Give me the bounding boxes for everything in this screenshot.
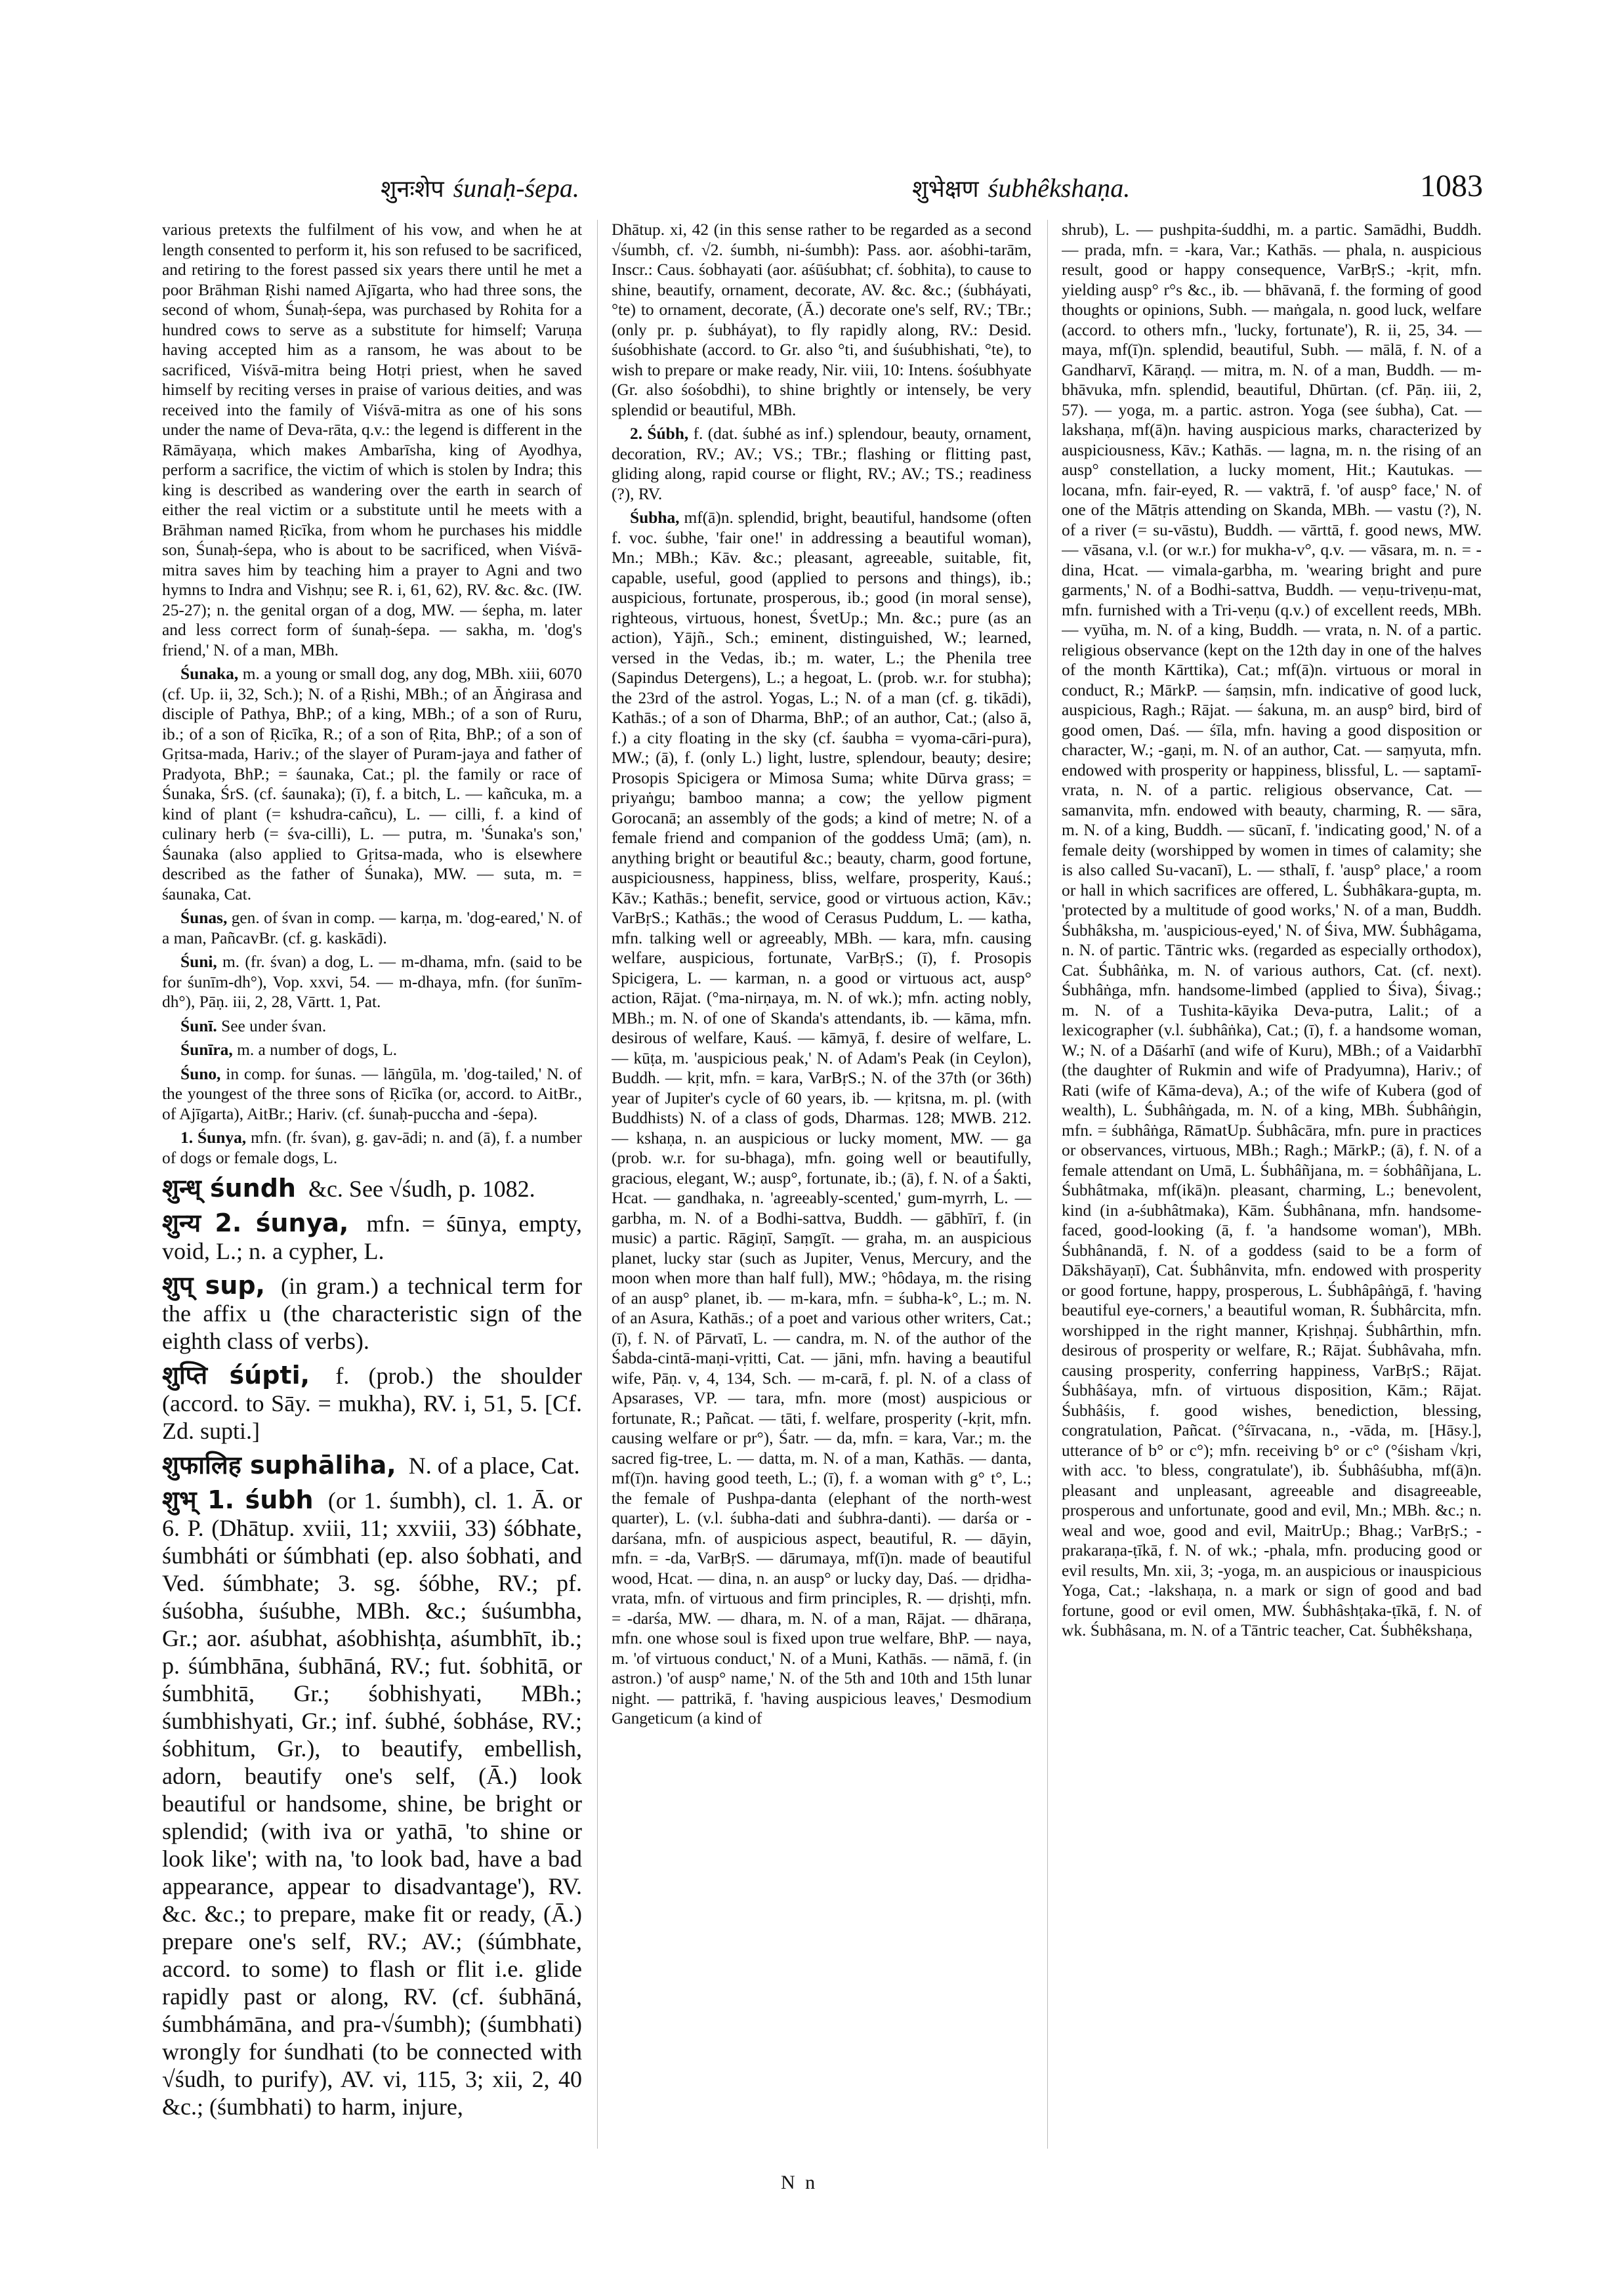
dictionary-entry [162, 1209, 582, 1265]
entry-text: mfn. (fr. śvan), g. gav-ādi; n. and (ā), f. a number of dogs or female dogs, L. [162, 1128, 582, 1167]
entry-text: gen. of śvan in comp. — karṇa, m. 'dog-eared,' N. of a man, PañcavBr. (cf. g. kaskādi). [162, 909, 582, 947]
dictionary-entry [162, 1040, 582, 1060]
entry-text: f. (dat. śubhé as inf.) splendour, beauty, ornament, decoration, RV.; AV.; VS.; TBr.; flashing or flitting past, gliding along, rapid course or flight, RV.; AV.; TS.; readiness (?), RV. [612, 424, 1031, 503]
entry-text: m. a young or small dog, any dog, MBh. xiii, 6070 (cf. Up. ii, 32, Sch.); N. of a Ṛishi, MBh.; of an Āṅgirasa and disciple of Pathya, BhP.; of a king, MBh.; of a son of Ruru, ib.; of a son of Ṛicīka, R.; of a son of Ṛita, BhP.; of a son of Gṛitsa-mada, Hariv.; of the slayer of Puram-jaya and father of Pradyota, BhP.; = śaunaka, Cat.; pl. the family or race of Śunaka, ŚrS. (cf. śaunaka); (ī), f. a bitch, L. — kañcuka, m. a kind of plant (= kshudra-cañcu), L. — cilli, f. a kind of culinary herb (= śva-cilli), L. — putra, m. 'Śunaka's son,' Śaunaka (also applied to Gṛitsa-mada, who is elsewhere described as the father of Śunaka), MW. — suta, m. = śaunaka, Cat. [162, 665, 582, 903]
dictionary-entry [162, 1016, 582, 1037]
entry-text: in comp. for śunas. — lāṅgūla, m. 'dog-tailed,' N. of the youngest of the three sons of Ṛicīka (or, accord. to AitBr., of Ajīgarta), AitBr.; Hariv. (cf. śunaḥ-puccha and -śepa). [162, 1064, 582, 1123]
column-3 [1062, 220, 1482, 2155]
entry-headword: शुफालिह suphāliha, [162, 1451, 396, 1479]
dictionary-entry [1062, 220, 1482, 1641]
entry-headword: 2. Śúbh, [630, 424, 689, 443]
entry-text: (in gram.) a technical term for the affix u (the characteristic sign of the eighth class of verbs). [162, 1273, 582, 1354]
dictionary-entry [162, 220, 582, 660]
dictionary-entry [162, 1272, 582, 1355]
entry-text: &c. See √śudh, p. 1082. [308, 1176, 535, 1202]
right-guide-word [912, 172, 1130, 204]
signature-mark: N n [781, 2172, 818, 2193]
column-2 [612, 220, 1031, 2155]
entry-headword: शुन्य 2. śunya, [162, 1209, 349, 1237]
dictionary-entry [162, 664, 582, 904]
left-guide-devanagari: शुनःशेप [381, 176, 444, 203]
page-number: 1083 [1420, 169, 1483, 203]
entry-headword: Śubha, [630, 508, 680, 527]
entry-headword: Śuno, [180, 1064, 221, 1083]
dictionary-entry [162, 1174, 582, 1203]
dictionary-entry [162, 1486, 582, 2120]
column-divider [1047, 220, 1048, 2149]
left-guide-word [381, 172, 579, 204]
entry-headword: Śunaka, [180, 665, 239, 683]
dictionary-entry [612, 508, 1031, 1729]
entry-headword: शुभ् 1. śubh [162, 1485, 314, 1514]
entry-text: various pretexts the fulfilment of his vow, and when he at length consented to perform it, his son refused to be sacrificed, and retiring to the forest passed six years there until he met a poor Brāhman Ṛishi named Ajīgarta, who had three sons, the second of whom, Śunaḥ-śepa, was purchased by Rohita for a hundred cows to serve as a substitute for himself; Varuṇa having accepted him as a ransom, he was about to be sacrificed, Viśvā-mitra being Hotṛi priest, when he saved himself by reciting verses in praise of various deities, and was received into the family of Viśvā-mitra as one of his sons under the name of Deva-rāta, q.v.: the legend is different in the Rāmāyaṇa, which makes Ambarīsha, king of Ayodhya, perform a sacrifice, the victim of which is stolen by Indra; this king is described as wandering over the earth in search of either the real victim or a substitute until he meets with a Brāhman named Ṛicīka, from whom he purchases his middle son, Śunaḥ-śepa, who is about to be sacrificed, when Viśvā-mitra saves him by teaching him a prayer to Agni and two hymns to Indra and Vishṇu; see R. i, 61, 62), RV. &c. &c. (IW. 25-27); n. the genital organ of a dog, MW. — śepha, m. later and less correct form of śunaḥ-śepa. — sakha, m. 'dog's friend,' N. of a man, MBh. [162, 220, 582, 659]
entry-text: mf(ā)n. splendid, bright, beautiful, handsome (often f. voc. śubhe, 'fair one!' in addressing a beautiful woman), Mn.; MBh.; Kāv. &c.; pleasant, agreeable, suitable, fit, capable, useful, good (applied to persons and things), ib.; auspicious, fortunate, prosperous, ib.; good (in moral sense), righteous, virtuous, honest, ŚvetUp.; Mn. &c.; pure (as an action), Yājñ., Sch.; eminent, distinguished, W.; learned, versed in the Vedas, ib.; m. water, L.; the Phenila tree (Sapindus Detergens), L.; a hegoat, L. (prob. w.r. for stubha); the 23rd of the astrol. Yogas, L.; N. of a man (cf. g. tikādi), Kathās.; of a son of Dharma, BhP.; of an author, Cat.; (also ā, f.) a city floating in the sky (cf. śaubha = vyoma-cāri-pura), MW.; (ā), f. (only L.) light, lustre, splendour, beauty; desire; Prosopis Spicigera or Mimosa Suma; white Dūrva grass; = priyaṅgu; bamboo manna; a cow; the yellow pigment Gorocanā; an assembly of the gods; a kind of metre; N. of a female friend and companion of the goddess Umā; (am), n. anything bright or beautiful &c.; beauty, charm, good fortune, auspiciousness, happiness, bliss, welfare, prosperity, Kauś.; Kāv.; Kathās.; benefit, service, good or virtuous action, Kāv.; VarBṛS.; Kathās.; the wood of Cerasus Puddum, L. — katha, mfn. talking well or agreeably, MBh. — kara, mfn. causing welfare, auspicious, fortunate, VarBṛS.; (ī), f. Prosopis Spicigera, L. — karman, n. a good or virtuous act, ausp° action, Rājat. (°ma-nirṇaya, m. N. of wk.); mfn. acting nobly, MBh.; m. N. of one of Skanda's attendants, ib. — kāma, mfn. desirous of welfare, Kauś. — kāmyā, f. desire of welfare, L. — kūṭa, m. 'auspicious peak,' N. of Adam's Peak (in Ceylon), Buddh. — kṛit, mfn. = kara, VarBṛS.; N. of the 37th (or 36th) year of Jupiter's cycle of 60 years, ib. — kṛitsna, m. pl. (with Buddhists) N. of a class of gods, Dharmas. 128; MWB. 212. — kshaṇa, n. an auspicious or lucky moment, MW. — ga (prob. w.r. for su-bhaga), mfn. going well or beautifully, gracious, elegant, W.; ausp°, fortunate, ib.; (ā), f. N. of a Śakti, Hcat. — gandhaka, n. 'agreeably-scented,' gum-myrrh, L. — garbha, m. N. of a Bodhi-sattva, Buddh. — gābhīrī, f. (in music) a partic. Rāgiṇī, Saṃgīt. — graha, m. an auspicious planet, lucky star (such as Jupiter, Venus, Mercury, and the moon when more than half full), MW.; °hôdaya, m. the rising of an ausp° planet, ib. — m-kara, mfn. = śubha-k°, L.; m. N. of an Asura, Kathās.; of a poet and various other writers, Cat.; (ī), f. N. of Pārvatī, L. — candra, m. N. of the author of the Śabda-cintā-maṇi-vṛitti, Cat. — jāni, mfn. having a beautiful wife, Pāṇ. v, 4, 134, Sch. — m-carā, f. pl. N. of a class of Apsarases, VP. — tara, mfn. more (most) auspicious or fortunate, R.; Pañcat. — tāti, f. welfare, prosperity (-kṛit, mfn. causing welfare or pr°), Śatr. — da, mfn. = kara, Var.; m. the sacred fig-tree, L. — datta, m. N. of a man, Kathās. — danta, mf(ī)n. having good teeth, L.; (ī), f. a woman with g° t°, L.; the female of Pushpa-danta (elephant of the north-west quarter), L. (v.l. śubha-dati and śubhra-danti). — darśa or -darśana, mfn. of auspicious aspect, beautiful, R. — dāyin, mfn. = -da, VarBṛS. — dārumaya, mf(ī)n. made of beautiful wood, Hcat. — dina, n. an ausp° or lucky day, Daś. — dṛidha-vrata, mfn. of virtuous and firm principles, R. — dṛishṭi, mfn. = -darśa, MW. — dhara, m. N. of a man, Rājat. — dhāraṇa, mfn. one whose soul is fixed upon true welfare, BhP. — naya, m. 'of virtuous conduct,' N. of a Muni, Kathās. — nāmā, f. (in astron.) 'of ausp° name,' N. of the 5th and 10th and 15th lunar night. — pattrikā, f. 'having auspicious leaves,' Desmodium Gangeticum (a kind of [612, 508, 1031, 1727]
entry-text: mfn. = śūnya, empty, void, L.; n. a cypher, L. [162, 1210, 582, 1264]
entry-text: f. (prob.) the shoulder (accord. to Sāy. = mukha), RV. i, 51, 5. [Cf. Zd. supti.] [162, 1363, 582, 1444]
left-guide-roman: śunaḥ-śepa. [453, 173, 579, 203]
right-guide-devanagari: शुभेक्षण [912, 176, 979, 203]
entry-headword: शुप्ति śúpti, [162, 1361, 310, 1390]
entry-headword: Śunīra, [180, 1041, 233, 1059]
entry-text: Dhātup. xi, 42 (in this sense rather to be regarded as a second √śumbh, cf. √2. śumbh, ni-śumbh): Pass. aor. aśobhi-tarām, Inscr.: Caus. śobhayati (aor. aśūśubhat; cf. śobhita), to cause to shine, beautify, ornament, decorate, AV. &c. &c.; (śubháyati, °te) to ornament, decorate, (Ā.) decorate one's self, RV.; TBr.; (only pr. p. śubháyat), to fly rapidly along, RV.: Desid. śuśobhishate (accord. to Gr. also °ti, and śuśubhishati, °te), to wish to prepare or make ready, Nir. viii, 10: Intens. śośubhyate (Gr. also śośobdhi), to shine brightly or intensely, be very splendid or beautiful, MBh. [612, 220, 1031, 419]
dictionary-entry [162, 1361, 582, 1445]
dictionary-entry [162, 1064, 582, 1125]
dictionary-entry [612, 220, 1031, 420]
column-1 [162, 220, 582, 2155]
dictionary-entry [162, 1451, 582, 1479]
entry-headword: शुप् sup, [162, 1271, 265, 1300]
entry-text: shrub), L. — pushpita-śuddhi, m. a partic. Samādhi, Buddh. — prada, mfn. = -kara, Var.; Kathās. — phala, n. auspicious result, good or happy consequence, VarBṛS.; -kṛit, mfn. yielding ausp° r°s &c., ib. — bhāvanā, f. the forming of good thoughts or opinions, Subh. — maṅgala, n. good luck, welfare (accord. to others mfn., 'lucky, fortunate'), R. ii, 25, 34. — maya, mf(ī)n. splendid, beautiful, Subh. — mālā, f. N. of a Gandharvī, Kāraṇḍ. — mitra, m. N. of a man, Buddh. — m-bhāvuka, mfn. splendid, beautiful, Dhūrtan. (cf. Pāṇ. iii, 2, 57). — yoga, m. a partic. astron. Yoga (see śubha), Cat. — lakshaṇa, mf(ā)n. having auspicious marks, characterized by auspiciousness, Kāv.; Kathās. — lagna, m. n. the rising of an ausp° constellation, a lucky moment, Hit.; Kautukas. — locana, mfn. fair-eyed, R. — vaktrā, f. 'of ausp° face,' N. of one of the Mātṛis attending on Skanda, MBh. — vastu (?), N. of a river (= su-vāstu), Buddh. — vārttā, f. good news, MW. — vāsana, v.l. (or w.r.) for mukha-v°, q.v. — vāsara, m. n. = -dina, Hcat. — vimala-garbha, m. 'wearing bright and pure garments,' N. of a Bodhi-sattva, Buddh. — veṇu-triveṇu-mat, mfn. furnished with a Tri-veṇu (q.v.) of excellent reeds, MBh. — vyūha, m. N. of a king, Buddh. — vrata, n. N. of a partic. religious observance (kept on the 12th day in one of the halves of the month Kārttika), Cat.; mf(ā)n. virtuous or moral in conduct, R.; MārkP. — śaṃsin, mfn. indicative of good luck, auspicious, Ragh.; Rājat. — śakuna, m. an ausp° bird, bird of good omen, Daś. — śīla, mfn. having a good disposition or character, W.; -gaṇi, m. N. of an author, Cat. — saṃyuta, mfn. endowed with prosperity or happiness, blissful, L. — saptamī-vrata, n. N. of a partic. religious observance, Cat. — samanvita, mfn. endowed with beauty, charming, R. — sāra, m. N. of a king, Buddh. — sūcanī, f. 'indicating good,' N. of a female deity (worshipped by women in times of calamity; she is also called Su-vacanī), L. — sthalī, f. 'ausp° place,' a room or hall in which sacrifices are offered, L. Śubhâkara-gupta, m. 'protected by a multitude of good works,' N. of a man, Buddh. Śubhâksha, m. 'auspicious-eyed,' N. of Śiva, MW. Śubhâgama, n. N. of partic. Tāntric wks. (regarded as especially orthodox), Cat. Śubhâṅka, m. N. of various authors, Cat. (cf. next). Śubhâṅga, mfn. handsome-limbed (applied to Śiva), Śivag.; m. N. of a Tushita-kāyika Deva-putra, Lalit.; of a lexicographer (v.l. śubhâṅka), Cat.; (ī), f. a handsome woman, W.; N. of a Dāśarhī (and wife of Kuru), MBh.; of a Vaidarbhī (the daughter of Rukmin and wife of Pradyumna), Hariv.; of Rati (wife of Kāma-deva), A.; of the wife of Kubera (god of wealth), L. Śubhâṅgada, m. N. of a king, MBh. Śubhâṅgin, mfn. = śubhâṅga, RāmatUp. Śubhâcāra, mfn. pure in practices or observances, virtuous, MBh.; Ragh.; MārkP.; (ā), f. N. of a female attendant on Umā, L. Śubhâñjana, m. = śobhâñjana, L. Śubhâtmaka, mf(ikā)n. pleasant, charming, L.; benevolent, kind (in a-śubhâtmaka), Kām. Śubhânana, mfn. handsome-faced, good-looking (ā, f. 'a handsome woman'), MBh. Śubhânandā, f. N. of a goddess (said to be a form of Dākshāyaṇī), Cat. Śubhânvita, mfn. endowed with prosperity or good fortune, happy, prosperous, L. Śubhâpâṅgā, f. 'having beautiful eye-corners,' a beautiful woman, R. Śubhârcita, mfn. worshipped in the right manner, Kṛishṇaj. Śubhârthin, mfn. desirous of prosperity or welfare, R.; Rājat. Śubhâvaha, mfn. causing prosperity, conferring happiness, VarBṛS.; Rājat. Śubhâśaya, mfn. of virtuous disposition, Kām.; Rājat. Śubhâśis, f. good wishes, benediction, blessing, congratulation, Pañcat. (°śīrvacana, n., -vāda, m. [Hāsy.], utterance of b° or c°); mfn. receiving b° or c° (°śisham √kṛi, with acc. 'to bless, congratulate'), ib. Śubhâśubha, mf(ā)n. pleasant and unpleasant, agreeable and disagreeable, prosperous and unfortunate, good and evil, Mn.; MBh. &c.; n. weal and woe, good and evil, MaitrUp.; Bhag.; VarBṛS.; -prakaraṇa-ṭīkā, f. N. of wk.; -phala, mfn. producing good or evil results, Mn. xii, 3; -yoga, m. an auspicious or inauspicious Yoga, Cat.; -lakshaṇa, n. a mark or sign of good and bad fortune, good or evil omen, MW. Śubhâshṭaka-ṭīkā, f. N. of wk. Śubhâsana, m. N. of a Tāntric teacher, Cat. Śubhêkshaṇa, [1062, 220, 1482, 1640]
entry-headword: Śuni, [180, 953, 217, 971]
entry-text: (or 1. śumbh), cl. 1. Ā. or 6. P. (Dhātup. xviii, 11; xxviii, 33) śóbhate, śumbháti or śúmbhati (ep. also śobhati, and Ved. śúmbhate; 3. sg. śóbhe, RV.; pf. śuśobha, śuśubhe, MBh. &c.; śuśumbha, Gr.; aor. aśubhat, aśobhishṭa, aśumbhīt, ib.; p. śúmbhāna, śubhāná, RV.; fut. śobhitā, or śumbhitā, Gr.; śobhishyati, MBh.; śumbhishyati, Gr.; inf. śubhé, śobháse, RV.; śobhitum, Gr.), to beautify, embellish, adorn, beautify one's self, (Ā.) look beautiful or handsome, shine, be bright or splendid; (with iva or yathā, 'to shine or look like'; with na, 'to look bad, have a bad appearance, appear to disadvantage'), RV. &c. &c.; to prepare, make fit or ready, (Ā.) prepare one's self, RV.; AV.; (śúmbhate, accord. to some) to flash or flit i.e. glide rapidly past or along, RV. (cf. śubhāná, śumbhámāna, and pra-√śumbh); (śumbhati) wrongly for śundhati (to be connected with √śudh, to purify), AV. vi, 115, 3; xii, 2, 40 &c.; (śumbhati) to harm, injure, [162, 1487, 582, 2120]
dictionary-entry [612, 424, 1031, 504]
entry-text: See under śvan. [221, 1016, 327, 1035]
entry-headword: 1. Śunya, [180, 1128, 247, 1147]
entry-headword: Śunī. [180, 1016, 217, 1035]
running-head [164, 169, 1483, 211]
entry-text: N. of a place, Cat. [408, 1453, 580, 1479]
entry-text: m. (fr. śvan) a dog, L. — m-dhama, mfn. (said to be for śunīm-dh°), Vop. xxvi, 54. — m-dhaya, mfn. (for śunīm-dh°), Pāṇ. iii, 2, 28, Vārtt. 1, Pat. [162, 953, 582, 1011]
dictionary-entry [162, 952, 582, 1012]
dictionary-entry [162, 1128, 582, 1168]
entry-headword: शुन्ध् śundh [162, 1174, 296, 1203]
right-guide-roman: śubhêkshaṇa. [988, 173, 1131, 203]
column-divider [597, 220, 598, 2149]
entry-text: m. a number of dogs, L. [237, 1041, 398, 1059]
entry-headword: Śunas, [180, 909, 228, 927]
dictionary-entry [162, 908, 582, 948]
